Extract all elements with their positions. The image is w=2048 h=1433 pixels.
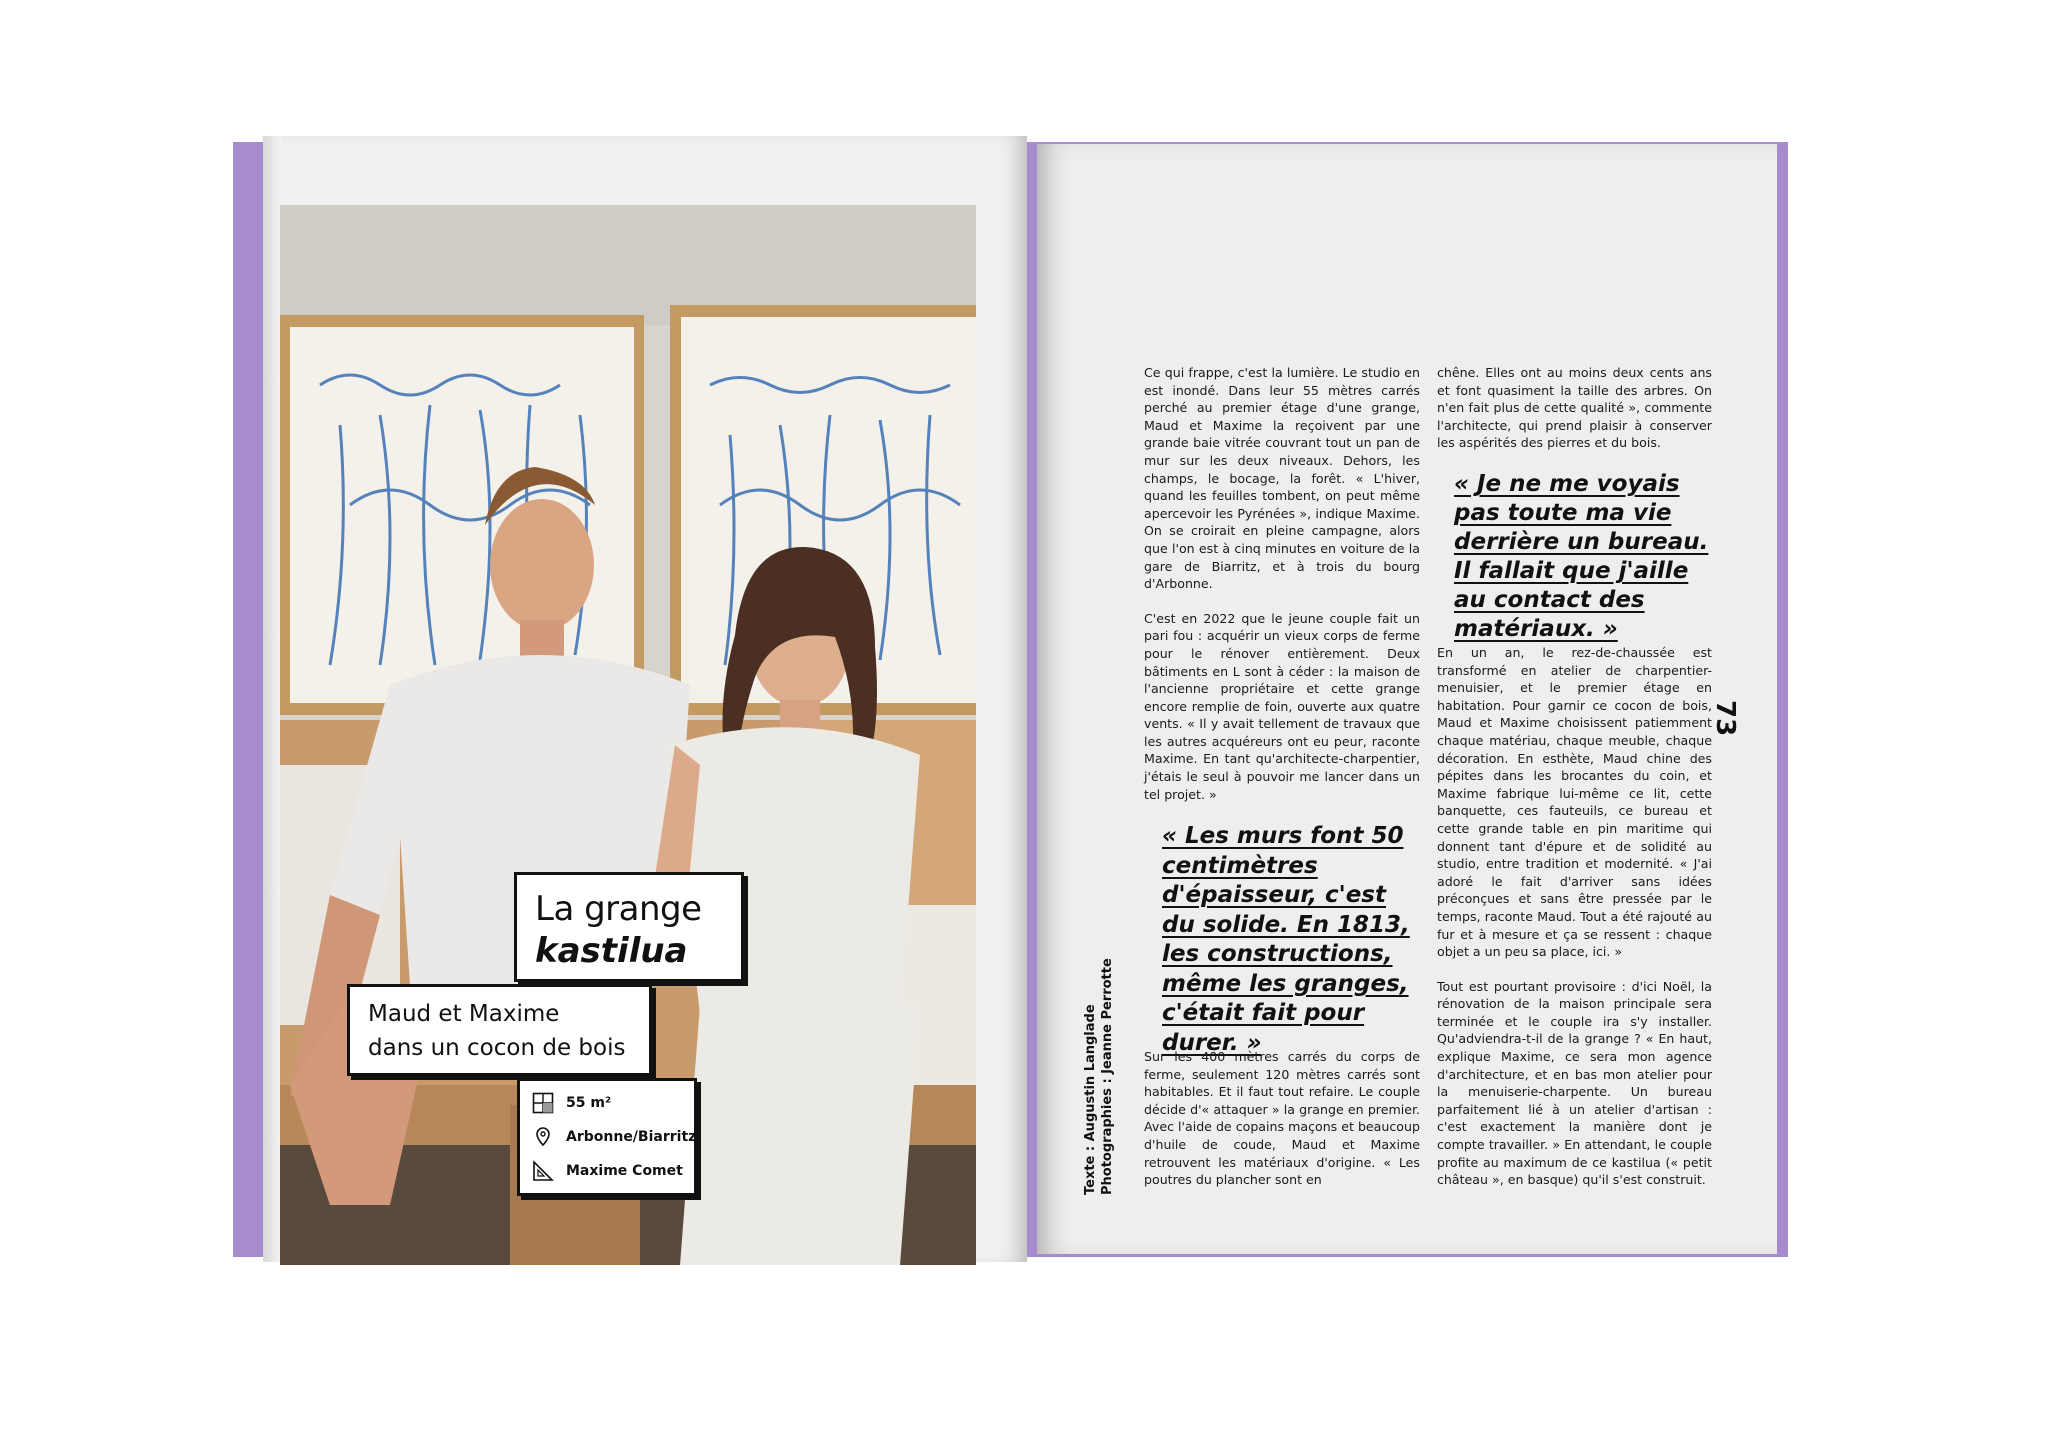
subtitle-box <box>347 984 652 1076</box>
left-page-edge <box>263 136 281 1262</box>
column-1-bottom <box>1144 1048 1420 1206</box>
credits <box>1082 958 1116 1195</box>
paragraph: En un an, le rez-de-chaussée est transformé en atelier de charpentier-menuisier, et le premier étage en habitation. Pour garnir ce cocon de bois, Maud et Maxime choisissent patiemment chaque matériau, chaque meuble, chaque décoration. En esthète, Maud chine des pépites dans les brocantes du coin, et Maxime fabrique lui-même ce lit, cette banquette, ces fauteuils, ce bureau et cette grande table en pin maritime qui donnent tant d'épure et de solidité au studio, entre tradition et modernité. « J'ai adoré le fait d'arriver sans idées préconçues et sans être pressée par le temps, raconte Maud. Tout a été rajouté au fur et à mesure et ça se ressent : chaque objet a un peu sa place, ici. » <box>1437 645 1712 960</box>
pull-quote: « Les murs font 50 centimètres d'épaisseur, c'est du solide. En 1813, les constructions, même les granges, c'était fait pour durer. » <box>1162 823 1410 1056</box>
set-square-icon <box>532 1160 554 1182</box>
page-number: 73 <box>1710 700 1740 737</box>
info-location: Arbonne/Biarritz <box>566 1129 697 1145</box>
pull-quote: « Je ne me voyais pas toute ma vie derrière un bureau. Il fallait que j'aille au contact des matériaux. » <box>1454 471 1709 642</box>
paragraph: Ce qui frappe, c'est la lumière. Le studio en est inondé. Dans leur 55 mètres carrés perché au premier étage d'une grange, Maud et Maxime la reçoivent par une grande baie vitrée couvrant tout un pan de mur sur les deux niveaux. Dehors, les champs, le bocage, la forêt. « L'hiver, quand les feuilles tombent, on peut même apercevoir les Pyrénées », indique Maxime. On se croirait en pleine campagne, alors que l'on est à cinq minutes en voiture de la gare de Biarritz, et à trois du bourg d'Arbonne. <box>1144 365 1420 592</box>
info-surface: 55 m² <box>566 1095 612 1111</box>
info-row-surface <box>532 1089 611 1117</box>
subtitle-line-2: dans un cocon de bois <box>368 1035 626 1061</box>
paragraph: Tout est pourtant provisoire : d'ici Noël, la rénovation de la maison principale sera terminée et le couple ira s'y installer. Qu'adviendra-t-il de la grange ? « En haut, explique Maxime, ce sera mon agence d'architecture, et en bas mon atelier pour la menuiserie-charpente. Un bureau parfaitement lié à un atelier d'artisan : c'est exactement la manière dont je compte travailler. » En attendant, le couple profite au maximum de ce kastilua (« petit château », en basque) qu'il s'est construit. <box>1437 978 1712 1188</box>
column-2-bottom <box>1437 644 1712 1206</box>
subtitle-line-1: Maud et Maxime <box>368 1001 560 1027</box>
info-architect: Maxime Comet <box>566 1163 683 1179</box>
title-line-2: kastilua <box>535 931 688 971</box>
paragraph: C'est en 2022 que le jeune couple fait un pari fou : acquérir un vieux corps de ferme pour le rénover entièrement. Deux bâtiments en L sont à céder : la maison de l'ancienne propriétaire et cette grange encore remplie de foin, ouverte aux quatre vents. « Il y avait tellement de travaux que les autres acquéreurs ont eu peur, raconte Maxime. En tant qu'architecte-charpentier, j'étais le seul à pouvoir me lancer dans un tel projet. » <box>1144 610 1420 802</box>
column-2 <box>1437 364 1712 469</box>
info-box <box>517 1078 697 1196</box>
floor-plan-icon <box>532 1092 554 1114</box>
info-row-architect <box>532 1157 683 1185</box>
location-pin-icon <box>532 1126 554 1148</box>
credit-text: Texte : Augustin Langlade <box>1083 1004 1098 1195</box>
title-box <box>514 872 744 982</box>
title-line-1: La grange <box>535 889 702 929</box>
paragraph: chêne. Elles ont au moins deux cents ans et font quasiment la taille des arbres. On n'en fait plus de cette qualité », commente l'architecte, qui prend plaisir à conserver les aspérités des pierres et du bois. <box>1437 365 1712 451</box>
credit-photo: Photographies : Jeanne Perrotte <box>1100 958 1115 1195</box>
paragraph: Sur les 400 mètres carrés du corps de ferme, seulement 120 mètres carrés sont habitables. Et il faut tout refaire. Le couple décide d'« attaquer » la grange en premier. Avec l'aide de copains maçons et beaucoup d'huile de coude, Maud et Maxime retrouvent les matériaux d'origine. « Les poutres du plancher sont en <box>1144 1049 1420 1188</box>
info-row-location <box>532 1123 696 1151</box>
column-1 <box>1144 364 1420 820</box>
